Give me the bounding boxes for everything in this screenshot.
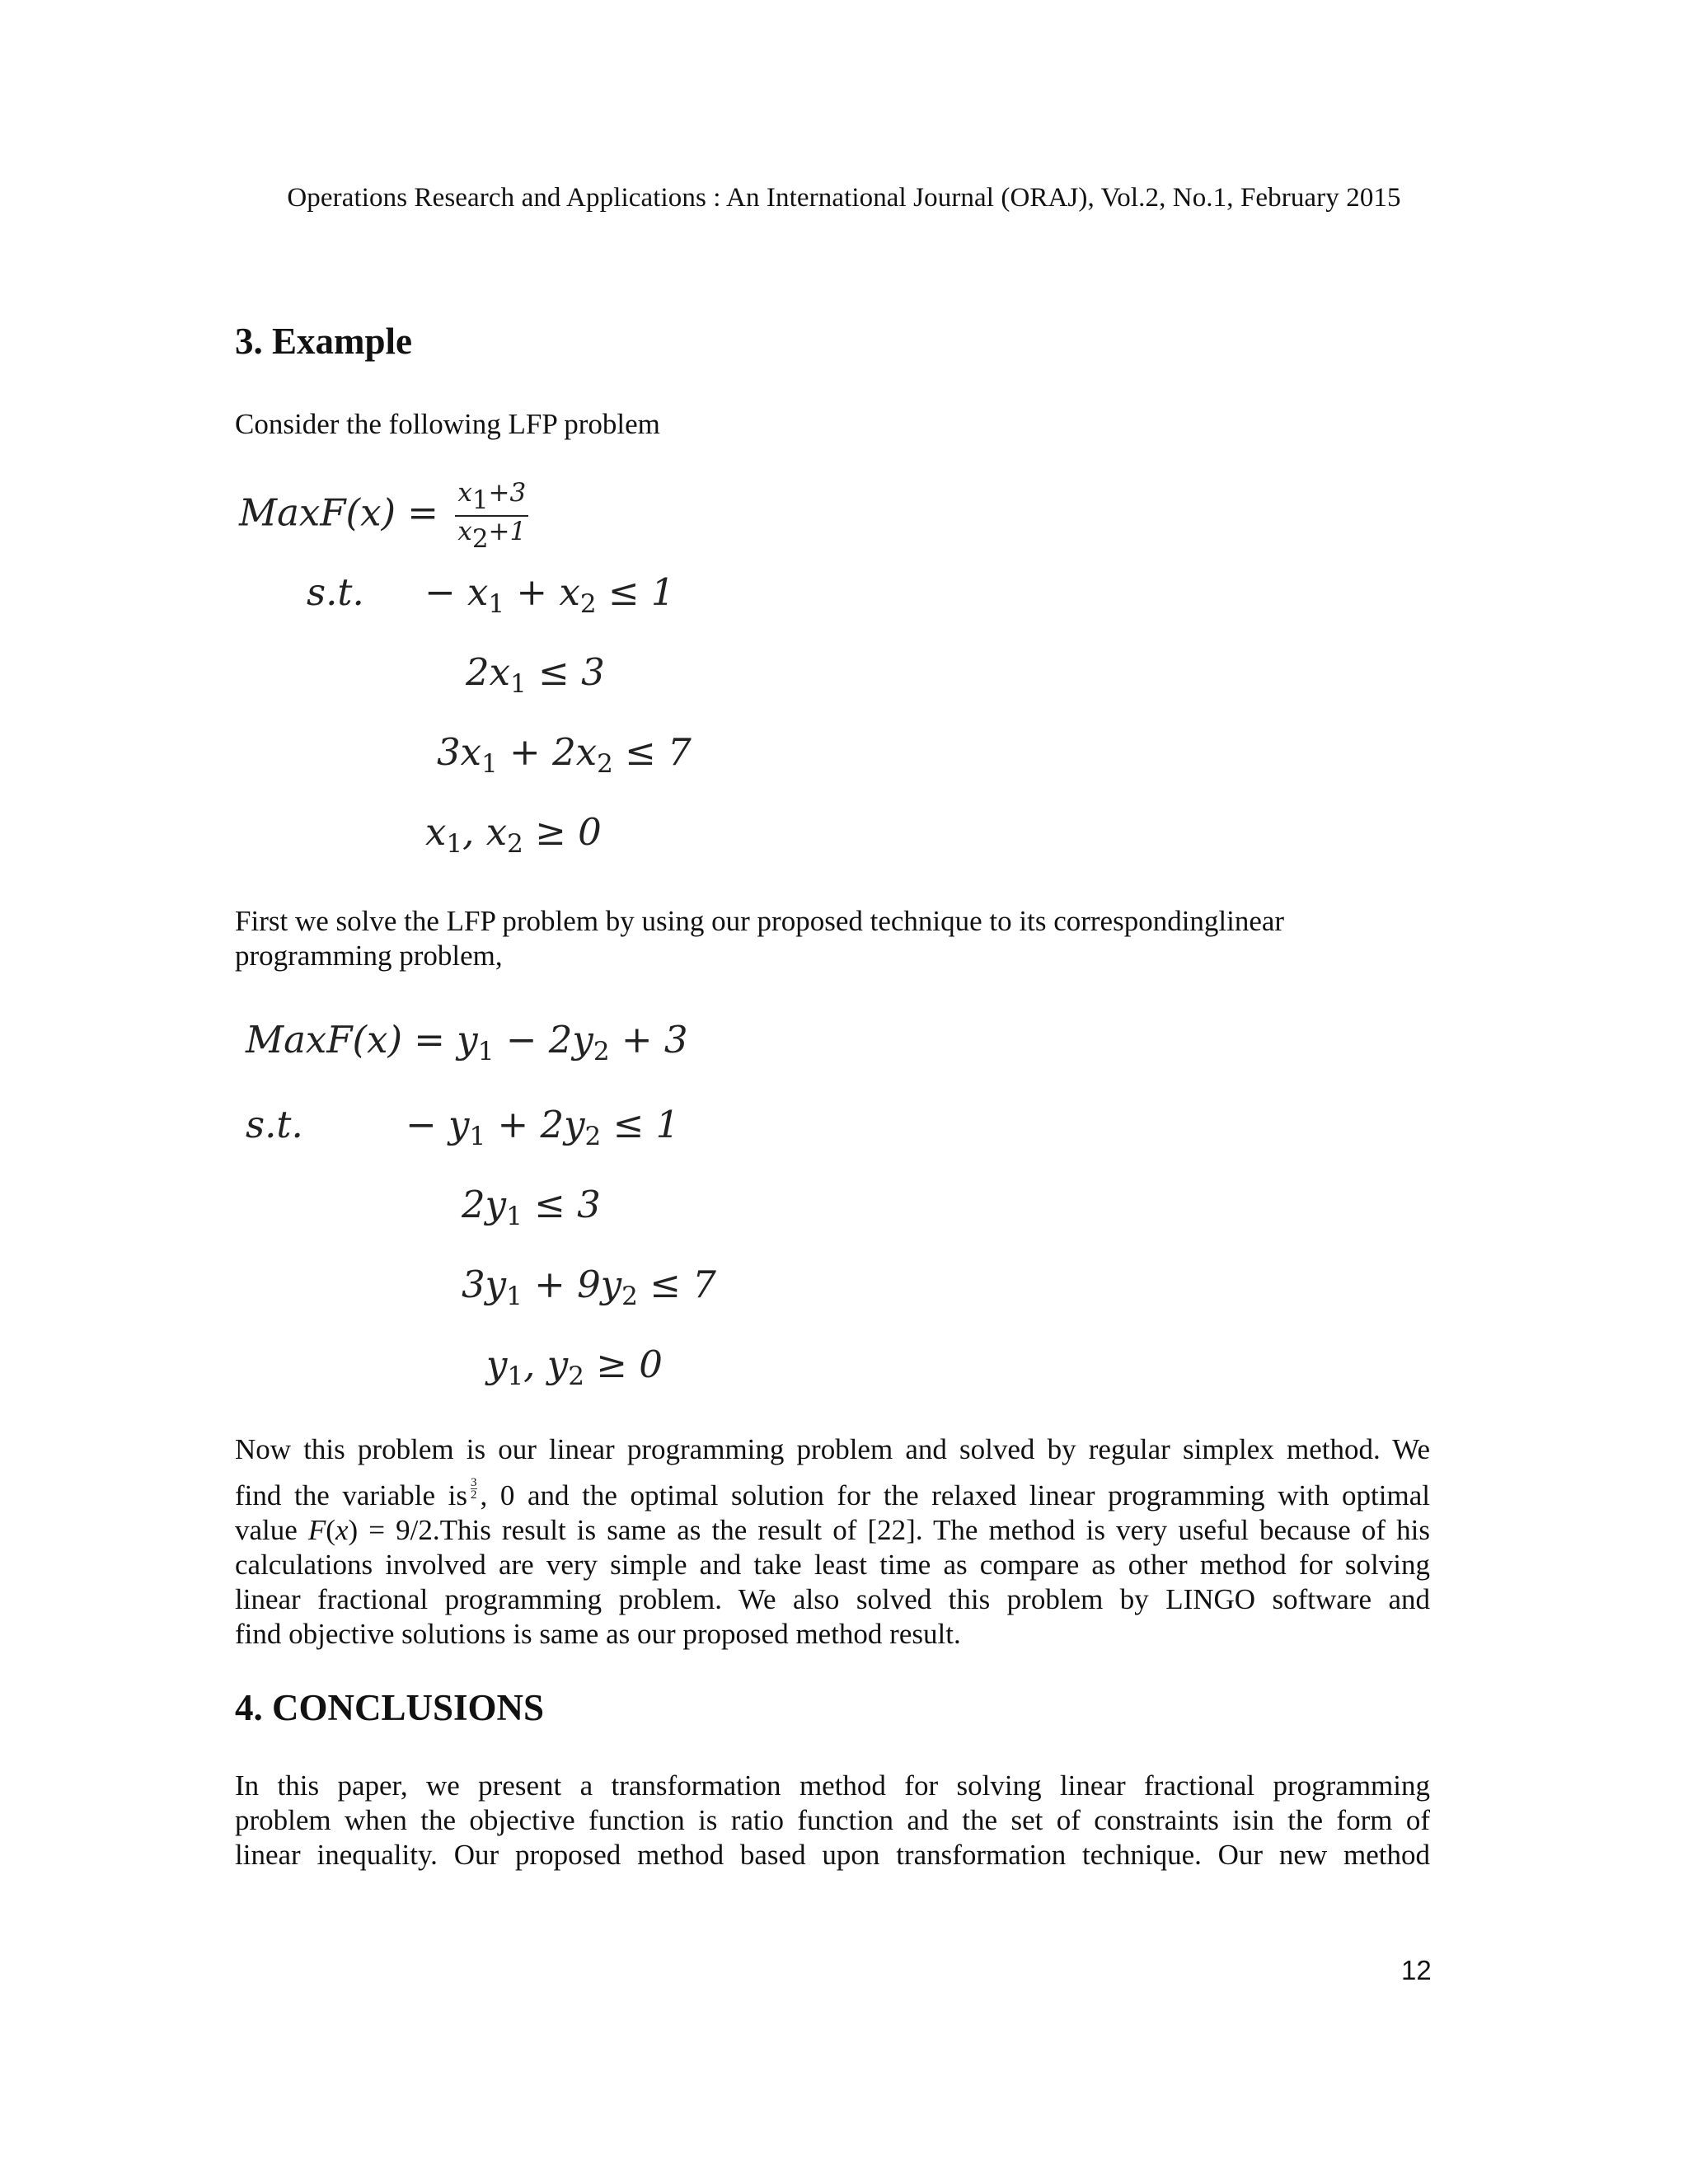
variable-fraction-top: 3 bbox=[471, 1476, 477, 1489]
lp-st-label: s.t. bbox=[246, 1103, 303, 1146]
lfp-fraction-numerator: x1+3 bbox=[455, 480, 528, 517]
lfp-constraint-2: $2x_1 \le 3$ bbox=[466, 650, 605, 699]
variable-fraction bbox=[471, 1477, 477, 1501]
transition-paragraph bbox=[235, 904, 1430, 973]
result-line-4: calculations involved are very simple and take least time as compare as other method for solving bbox=[235, 1549, 1430, 1581]
lfp-constraint-3: $3x_1 + 2x_2 \le 7$ bbox=[437, 730, 692, 779]
variable-fraction-bottom: 2 bbox=[471, 1488, 477, 1502]
result-line-5: linear fractional programming problem. We also solved this problem by LINGO software and bbox=[235, 1583, 1430, 1615]
lp-constraint-2: $2y_1 \le 3$ bbox=[462, 1183, 601, 1231]
lfp-constraint-1: − $x_1 + x_2 \le 1$ bbox=[424, 570, 675, 619]
result-line-2-start: find the variable is bbox=[235, 1479, 468, 1511]
lfp-objective bbox=[239, 480, 528, 552]
result-line-1: Now this problem is our linear programming problem and solved by regular simplex method. We bbox=[235, 1433, 1430, 1465]
result-line-2-end: , 0 and the optimal solution for the relaxed linear programming with optimal bbox=[480, 1479, 1430, 1511]
running-header: Operations Research and Applications : An International Journal (ORAJ), Vol.2, No.1, February 2015 bbox=[287, 183, 1401, 213]
result-line-3-start: value bbox=[235, 1514, 298, 1546]
result-paragraph bbox=[235, 1432, 1430, 1652]
page-number: 12 bbox=[1401, 1955, 1432, 1985]
conclusions-line-2: problem when the objective function is ratio function and the set of constraints isin the form of bbox=[235, 1804, 1430, 1836]
lfp-constraint-nonneg: $x_1$, $x_2 \ge 0$ bbox=[425, 810, 602, 859]
section-heading-conclusions: 4. CONCLUSIONS bbox=[235, 1687, 545, 1728]
transition-line-1: First we solve the LFP problem by using our proposed technique to its correspondinglinear bbox=[235, 905, 1285, 937]
conclusions-paragraph bbox=[235, 1769, 1430, 1872]
lfp-fraction-denominator: x2+1 bbox=[457, 517, 527, 554]
result-line-3-end: = 9/2.This result is same as the result of [22]. The method is very useful because of his bbox=[368, 1514, 1431, 1546]
transition-line-2: programming problem, bbox=[235, 940, 503, 972]
conclusions-line-1: In this paper, we present a transformation method for solving linear fractional programming bbox=[235, 1769, 1430, 1802]
lp-objective: MaxF(x) = $y_1 - 2y_2 + 3$ bbox=[246, 1018, 688, 1066]
lp-constraint-nonneg: $y_1$, $y_2 \ge 0$ bbox=[486, 1343, 663, 1391]
lp-constraint-3: $3y_1 + 9y_2 \le 7$ bbox=[462, 1263, 716, 1311]
section-heading-example: 3. Example bbox=[235, 321, 413, 362]
result-line-3: value F(x) = 9/2.This result is same as the result of [22]. The method is very useful because of his bbox=[235, 1514, 1431, 1546]
lfp-st-label: s.t. bbox=[307, 570, 364, 614]
lfp-objective-lhs: MaxF(x) = bbox=[239, 490, 439, 535]
objective-variable: x bbox=[335, 1514, 349, 1546]
intro-sentence: Consider the following LFP problem bbox=[235, 408, 660, 440]
result-line-6: find objective solutions is same as our proposed method result. bbox=[235, 1618, 961, 1650]
result-line-2 bbox=[235, 1477, 1430, 1513]
objective-symbol: F bbox=[307, 1514, 326, 1546]
lp-constraint-1: − $y_1 + 2y_2 \le 1$ bbox=[406, 1103, 680, 1151]
conclusions-line-3: linear inequality. Our proposed method based upon transformation technique. Our new method bbox=[235, 1839, 1430, 1871]
lfp-objective-fraction bbox=[455, 480, 528, 552]
